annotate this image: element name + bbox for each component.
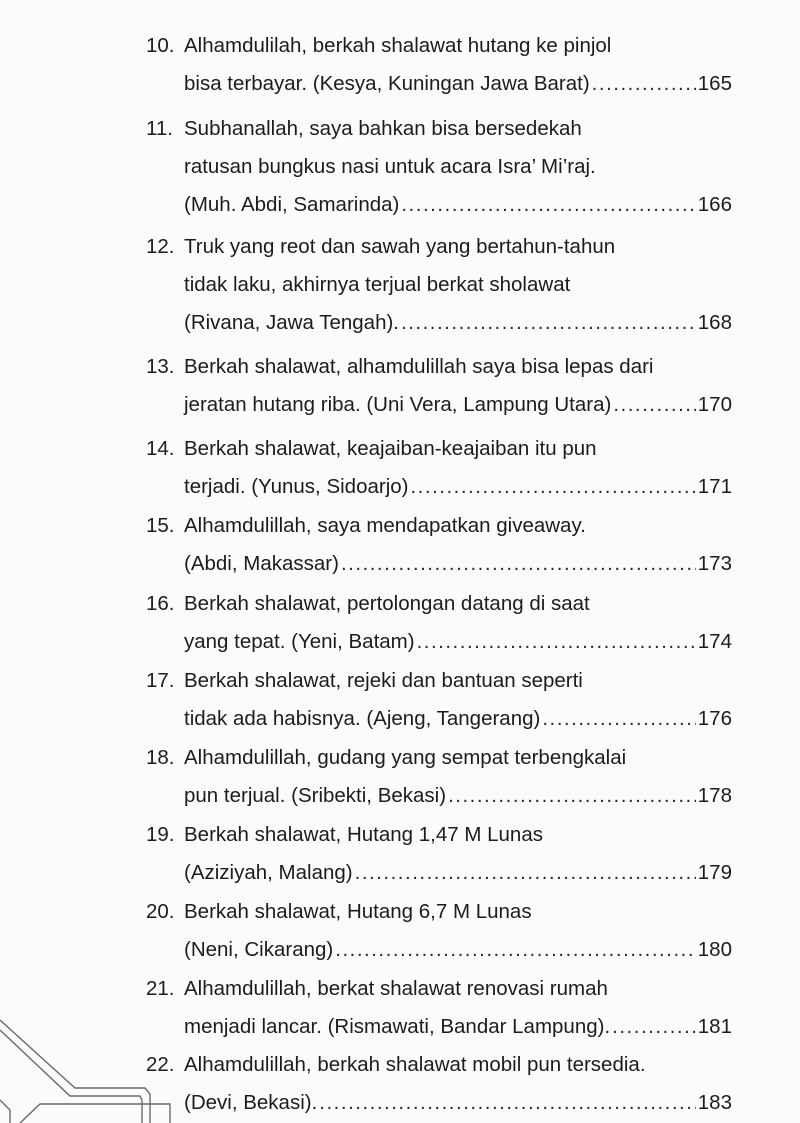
dot-leader [417,623,696,661]
entry-title-line: (Rivana, Jawa Tengah). [184,311,399,334]
entry-title-line: tidak ada habisnya. (Ajeng, Tangerang) [184,707,541,730]
dot-leader [612,1008,696,1046]
entry-title-line: Alhamdulillah, saya mendapatkan giveaway. [184,514,586,537]
dot-leader [613,386,695,424]
dot-leader [335,931,696,969]
entry-number: 22. [146,1053,175,1076]
dot-leader [355,854,696,892]
entry-title-line: Alhamdulilah, berkah shalawat hutang ke pinjol [184,34,612,57]
page-number: 178 [697,784,732,807]
dot-leader [401,186,695,224]
page-number: 166 [697,193,732,216]
page-number: 176 [697,707,732,730]
entry-number: 13. [146,355,175,378]
entry-title-line: bisa terbayar. (Kesya, Kuningan Jawa Barat) [184,72,590,95]
entry-title-line: (Neni, Cikarang) [184,938,334,961]
entry-title-line: ratusan bungkus nasi untuk acara Isra’ Mi’raj. [184,155,596,178]
page-number: 179 [697,861,732,884]
entry-title-line: Berkah shalawat, Hutang 1,47 M Lunas [184,823,543,846]
page-number: 183 [697,1091,732,1114]
entry-number: 11. [146,117,173,140]
entry-title-line: (Devi, Bekasi). [184,1091,318,1114]
page-number: 173 [697,552,732,575]
entry-title-line: menjadi lancar. (Rismawati, Bandar Lampung). [184,1015,611,1038]
entry-title-line: Alhamdulillah, berkah shalawat mobil pun tersedia. [184,1053,646,1076]
entry-number: 19. [146,823,175,846]
entry-number: 16. [146,592,175,615]
entry-title-line: Berkah shalawat, alhamdulillah saya bisa lepas dari [184,355,654,378]
entry-number: 17. [146,669,175,692]
entry-title-line: (Abdi, Makassar) [184,552,339,575]
page-number: 171 [697,475,732,498]
page-number: 174 [697,630,732,653]
page-number: 180 [697,938,732,961]
dot-leader [401,304,696,342]
page-number: 165 [697,72,732,95]
dot-leader [410,468,695,506]
entry-title-line: Truk yang reot dan sawah yang bertahun-tahun [184,235,616,258]
dot-leader [542,700,695,738]
entry-number: 10. [146,34,175,57]
entry-title-line: (Muh. Abdi, Samarinda) [184,193,400,216]
entry-number: 15. [146,514,175,537]
entry-number: 21. [146,977,175,1000]
entry-title-line: jeratan hutang riba. (Uni Vera, Lampung Utara) [184,393,612,416]
entry-title-line: tidak laku, akhirnya terjual berkat sholawat [184,273,571,296]
entry-title-line: Subhanallah, saya bahkan bisa bersedekah [184,117,582,140]
entry-title-line: Alhamdulillah, berkat shalawat renovasi rumah [184,977,608,1000]
dot-leader [448,777,696,815]
entry-title-line: Berkah shalawat, pertolongan datang di saat [184,592,590,615]
entry-number: 18. [146,746,175,769]
dot-leader [592,65,696,103]
dot-leader [319,1084,696,1122]
entry-title-line: Berkah shalawat, Hutang 6,7 M Lunas [184,900,532,923]
entry-title-line: terjadi. (Yunus, Sidoarjo) [184,475,409,498]
corner-ornament [0,1000,180,1123]
dot-leader [341,545,696,583]
page-number: 181 [697,1015,732,1038]
entry-number: 20. [146,900,175,923]
entry-title-line: Berkah shalawat, rejeki dan bantuan seperti [184,669,583,692]
entry-title-line: Alhamdulillah, gudang yang sempat terbengkalai [184,746,627,769]
entry-number: 14. [146,437,175,460]
entry-title-line: (Aziziyah, Malang) [184,861,353,884]
entry-title-line: yang tepat. (Yeni, Batam) [184,630,415,653]
entry-number: 12. [146,235,175,258]
page-number: 170 [697,393,732,416]
entry-title-line: pun terjual. (Sribekti, Bekasi) [184,784,447,807]
entry-title-line: Berkah shalawat, keajaiban-keajaiban itu pun [184,437,597,460]
page-number: 168 [697,311,732,334]
